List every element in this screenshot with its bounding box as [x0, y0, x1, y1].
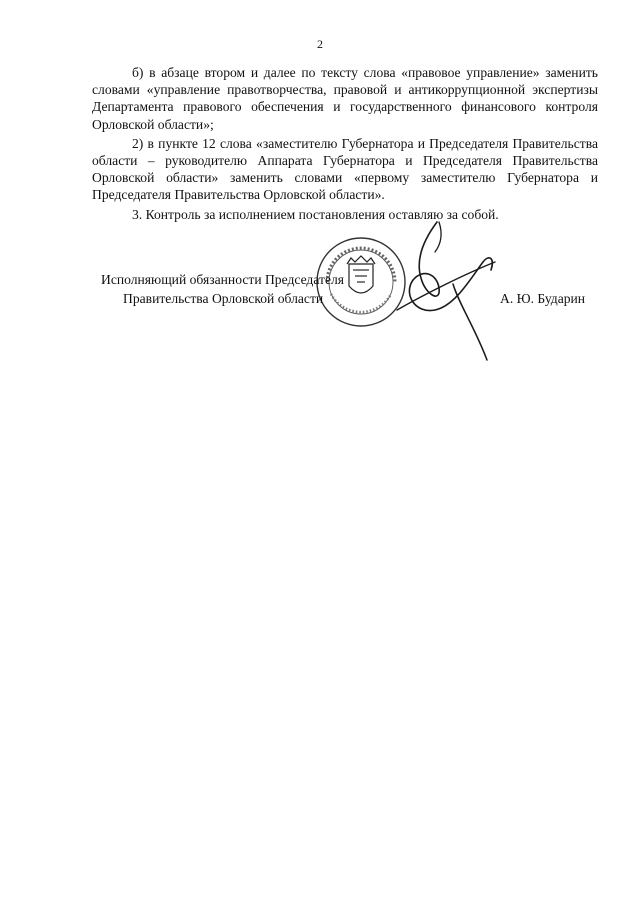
signatory-name: А. Ю. Бударин — [500, 291, 586, 306]
document-body — [92, 64, 598, 223]
signature-block — [0, 270, 640, 390]
page-number: 2 — [317, 37, 323, 51]
paragraph-3: 3. Контроль за исполнением постановления оставляю за собой. — [132, 206, 499, 222]
paragraph-b: б) в абзаце втором и далее по тексту слова «правовое управление» заменить словами «управление правотворчества, правовой и антикоррупционной экспертизы Департамента правового обеспечения и государственного финансового контроля Орловской области»; — [92, 65, 598, 132]
signatory-title-line-1: Исполняющий обязанности Председателя — [101, 272, 345, 287]
signatory-title-line-2: Правительства Орловской области — [123, 291, 324, 306]
paragraph-2: 2) в пункте 12 слова «заместителю Губернатора и Председателя Правительства области – руководителю Аппарата Губернатора и Председателя Правительства Орловской области» заменить словами «первому заместителю Губернатора и Председателя Правительства Орловской области». — [92, 135, 598, 203]
